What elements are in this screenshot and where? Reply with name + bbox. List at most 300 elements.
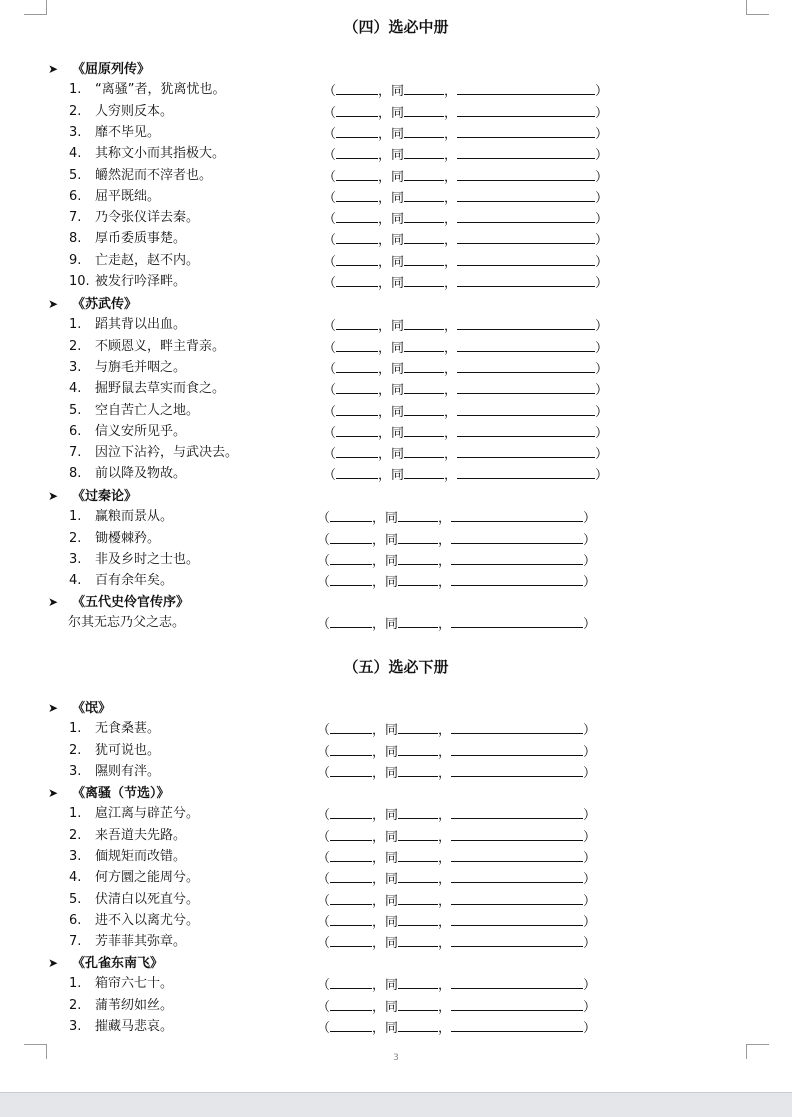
answer-blank-same[interactable] — [404, 337, 444, 352]
same-as-label: ，同 — [378, 84, 405, 100]
same-as-label: ，同 — [372, 999, 399, 1015]
section-title-text: 《过秦论》 — [72, 489, 138, 504]
same-as-label: ，同 — [372, 893, 399, 909]
section-title-text: 《氓》 — [72, 701, 112, 716]
answer-blank-same[interactable] — [398, 911, 438, 926]
same-as-label: ，同 — [378, 468, 405, 484]
answer-blank-char[interactable] — [336, 251, 378, 266]
comma-sep: ， — [444, 233, 458, 249]
answer-blank-meaning[interactable] — [451, 804, 583, 819]
answer-blank-char[interactable] — [336, 166, 378, 181]
item-sentence: 伏清白以死直兮。 — [95, 891, 200, 907]
answer-blank-char[interactable] — [330, 932, 372, 947]
answer-blank-same[interactable] — [398, 1017, 438, 1032]
comma-sep: ， — [444, 468, 458, 484]
answer-blank-same[interactable] — [404, 464, 444, 479]
list-item — [0, 890, 792, 910]
answer-blank-meaning[interactable] — [451, 571, 583, 586]
answer-blank-char[interactable] — [336, 422, 378, 437]
crop-mark-top-right — [746, 0, 769, 15]
answer-blanks — [323, 358, 608, 380]
answer-blank-char[interactable] — [336, 144, 378, 159]
answer-blank-meaning[interactable] — [457, 123, 595, 138]
answer-blank-same[interactable] — [404, 358, 444, 373]
answer-blank-meaning[interactable] — [457, 144, 595, 159]
list-item — [0, 315, 792, 335]
answer-blank-same[interactable] — [398, 974, 438, 989]
answer-blanks — [323, 443, 608, 465]
item-number: 2. — [69, 742, 82, 758]
paren-close: ） — [595, 276, 609, 291]
paren-open: （ — [317, 575, 331, 591]
answer-blank-char[interactable] — [336, 187, 378, 202]
answer-blank-meaning[interactable] — [451, 847, 583, 862]
bullet-arrow-icon: ➤ — [48, 956, 59, 970]
answer-blank-char[interactable] — [336, 337, 378, 352]
section-title-3 — [48, 592, 189, 612]
paren-open: （ — [323, 254, 337, 270]
answer-blank-char[interactable] — [330, 741, 372, 756]
bullet-arrow-icon: ➤ — [48, 62, 59, 76]
paren-close: ） — [595, 212, 609, 228]
answer-blank-meaning[interactable] — [457, 315, 595, 330]
item-number: 4. — [69, 870, 82, 886]
comma-sep: ， — [438, 553, 452, 569]
answer-blanks — [317, 996, 596, 1018]
answer-blank-meaning[interactable] — [451, 911, 583, 926]
answer-blank-same[interactable] — [398, 762, 438, 777]
answer-blank-char[interactable] — [330, 996, 372, 1011]
answer-blank-char[interactable] — [330, 974, 372, 989]
paren-close: ） — [583, 914, 597, 930]
answer-blank-meaning[interactable] — [457, 337, 595, 352]
same-as-label: ，同 — [378, 276, 405, 291]
answer-blank-char[interactable] — [330, 890, 372, 905]
answer-blank-same[interactable] — [398, 613, 438, 628]
list-item — [0, 826, 792, 846]
answer-blanks — [317, 974, 596, 996]
answer-blank-meaning[interactable] — [457, 208, 595, 223]
answer-blank-same[interactable] — [398, 741, 438, 756]
answer-blank-char[interactable] — [336, 208, 378, 223]
answer-blank-meaning[interactable] — [451, 741, 583, 756]
comma-sep: ， — [438, 511, 452, 527]
list-item — [0, 379, 792, 399]
same-as-label: ，同 — [378, 361, 405, 377]
comma-sep: ， — [438, 617, 452, 633]
answer-blank-same[interactable] — [398, 529, 438, 544]
list-item — [0, 187, 792, 207]
answer-blank-char[interactable] — [330, 911, 372, 926]
list-item — [0, 847, 792, 867]
same-as-label: ，同 — [378, 425, 405, 441]
answer-blank-meaning[interactable] — [457, 379, 595, 394]
page-number: 3 — [393, 1053, 399, 1063]
item-sentence: 无食桑葚。 — [95, 721, 161, 737]
paren-open: （ — [317, 978, 331, 994]
answer-blanks — [323, 337, 608, 359]
answer-blank-same[interactable] — [398, 826, 438, 841]
paren-close: ） — [595, 361, 609, 377]
same-as-label: ，同 — [372, 829, 399, 845]
item-sentence: 不顾恩义，畔主背亲。 — [95, 338, 226, 354]
answer-blank-same[interactable] — [398, 847, 438, 862]
list-item — [0, 911, 792, 931]
answer-blank-meaning[interactable] — [457, 422, 595, 437]
same-as-label: ，同 — [372, 723, 399, 739]
paren-open: （ — [317, 999, 331, 1015]
paren-close: ） — [583, 553, 597, 569]
paren-open: （ — [317, 723, 331, 739]
list-item — [0, 974, 792, 994]
comma-sep: ， — [444, 361, 458, 377]
answer-blank-same[interactable] — [398, 571, 438, 586]
same-as-label: ，同 — [372, 553, 399, 569]
item-sentence: 其称文小而其指极大。 — [95, 146, 226, 162]
answer-blank-char[interactable] — [336, 315, 378, 330]
section-title-2 — [48, 486, 137, 506]
answer-blank-char[interactable] — [336, 401, 378, 416]
answer-blank-char[interactable] — [330, 868, 372, 883]
paren-open: （ — [323, 319, 337, 335]
paren-open: （ — [317, 808, 331, 824]
paren-close: ） — [595, 190, 609, 206]
answer-blank-same[interactable] — [404, 229, 444, 244]
answer-blank-same[interactable] — [398, 890, 438, 905]
list-item — [0, 208, 792, 228]
answer-blank-char[interactable] — [330, 613, 372, 628]
answer-blanks — [317, 868, 596, 890]
item-sentence: 犹可说也。 — [95, 742, 161, 758]
same-as-label: ，同 — [372, 511, 399, 527]
answer-blank-same[interactable] — [398, 507, 438, 522]
list-item — [0, 251, 792, 271]
paren-open: （ — [317, 744, 331, 760]
list-item — [0, 358, 792, 378]
answer-blank-meaning[interactable] — [451, 826, 583, 841]
answer-blank-char[interactable] — [330, 719, 372, 734]
comma-sep: ， — [444, 447, 458, 463]
answer-blank-same[interactable] — [404, 251, 444, 266]
item-sentence: 尔其无忘乃父之志。 — [68, 615, 186, 631]
list-item — [0, 401, 792, 421]
paren-open: （ — [317, 553, 331, 569]
comma-sep: ， — [444, 169, 458, 185]
answer-blank-meaning[interactable] — [457, 272, 595, 287]
paren-close: ） — [595, 383, 609, 399]
same-as-label: ，同 — [372, 936, 399, 952]
answer-blank-same[interactable] — [398, 996, 438, 1011]
answer-blank-char[interactable] — [330, 826, 372, 841]
answer-blanks — [323, 144, 608, 166]
item-sentence: 赢粮而景从。 — [95, 509, 174, 525]
answer-blank-same[interactable] — [404, 80, 444, 95]
comma-sep: ， — [438, 808, 452, 824]
answer-blanks — [317, 507, 596, 529]
paren-close: ） — [595, 254, 609, 270]
list-item — [0, 166, 792, 186]
section-title-text: 《离骚（节选）》 — [72, 786, 170, 801]
comma-sep: ， — [444, 425, 458, 441]
list-item — [0, 507, 792, 527]
answer-blank-char[interactable] — [336, 464, 378, 479]
item-sentence: 偭规矩而改错。 — [95, 848, 187, 864]
answer-blank-same[interactable] — [404, 187, 444, 202]
same-as-label: ，同 — [372, 978, 399, 994]
item-sentence: 摧藏马悲哀。 — [95, 1018, 174, 1034]
answer-blanks — [317, 826, 596, 848]
answer-blank-same[interactable] — [404, 443, 444, 458]
paren-open: （ — [317, 511, 331, 527]
section-title-4 — [48, 698, 111, 718]
answer-blank-same[interactable] — [404, 208, 444, 223]
answer-blank-meaning[interactable] — [457, 251, 595, 266]
answer-blank-same[interactable] — [404, 379, 444, 394]
paren-open: （ — [323, 212, 337, 228]
answer-blank-meaning[interactable] — [451, 529, 583, 544]
answer-blank-meaning[interactable] — [451, 550, 583, 565]
answer-blank-meaning[interactable] — [451, 890, 583, 905]
answer-blank-same[interactable] — [404, 123, 444, 138]
paren-close: ） — [583, 575, 597, 591]
comma-sep: ， — [438, 723, 452, 739]
paren-close: ） — [583, 744, 597, 760]
bullet-arrow-icon: ➤ — [48, 786, 59, 800]
paren-open: （ — [323, 447, 337, 463]
paren-open: （ — [317, 765, 331, 781]
item-sentence: “离骚”者，犹离忧也。 — [95, 82, 226, 98]
answer-blanks — [323, 379, 608, 401]
answer-blank-char[interactable] — [336, 123, 378, 138]
comma-sep: ， — [438, 765, 452, 781]
same-as-label: ，同 — [372, 850, 399, 866]
item-number: 7. — [69, 934, 82, 950]
answer-blank-meaning[interactable] — [451, 932, 583, 947]
paren-open: （ — [317, 914, 331, 930]
same-as-label: ，同 — [378, 212, 405, 228]
section-title-0 — [48, 59, 150, 79]
same-as-label: ，同 — [378, 447, 405, 463]
answer-blank-meaning[interactable] — [451, 762, 583, 777]
answer-blank-char[interactable] — [330, 847, 372, 862]
item-number: 5. — [69, 167, 82, 183]
item-sentence: 非及乡时之士也。 — [95, 551, 200, 567]
comma-sep: ， — [438, 532, 452, 548]
item-sentence: 信义安所见乎。 — [95, 423, 187, 439]
answer-blank-same[interactable] — [404, 315, 444, 330]
item-number: 1. — [69, 806, 82, 822]
paren-close: ） — [595, 169, 609, 185]
answer-blank-same[interactable] — [404, 401, 444, 416]
comma-sep: ， — [444, 212, 458, 228]
item-number: 2. — [69, 530, 82, 546]
item-sentence: 皭然泥而不滓者也。 — [95, 167, 213, 183]
comma-sep: ， — [438, 936, 452, 952]
answer-blank-meaning[interactable] — [451, 868, 583, 883]
answer-blank-char[interactable] — [336, 358, 378, 373]
paren-open: （ — [317, 850, 331, 866]
item-number: 2. — [69, 103, 82, 119]
item-number: 8. — [69, 466, 82, 482]
section-title-text: 《五代史伶官传序》 — [72, 595, 190, 610]
same-as-label: ，同 — [378, 340, 405, 356]
answer-blanks — [323, 272, 608, 294]
list-item — [0, 337, 792, 357]
paren-close: ） — [595, 319, 609, 335]
paren-close: ） — [583, 511, 597, 527]
answer-blank-char[interactable] — [330, 507, 372, 522]
paren-open: （ — [323, 425, 337, 441]
comma-sep: ， — [444, 340, 458, 356]
item-number: 10. — [69, 274, 90, 289]
answer-blank-meaning[interactable] — [457, 464, 595, 479]
list-item — [0, 550, 792, 570]
item-number: 3. — [69, 763, 82, 779]
same-as-label: ，同 — [378, 148, 405, 164]
answer-blank-meaning[interactable] — [457, 187, 595, 202]
answer-blank-char[interactable] — [336, 379, 378, 394]
list-item — [0, 741, 792, 761]
answer-blank-char[interactable] — [330, 571, 372, 586]
comma-sep: ， — [438, 999, 452, 1015]
list-item — [0, 144, 792, 164]
paren-open: （ — [317, 829, 331, 845]
paren-close: ） — [583, 532, 597, 548]
answer-blank-char[interactable] — [336, 272, 378, 287]
paren-open: （ — [317, 532, 331, 548]
answer-blanks — [317, 1017, 596, 1039]
item-sentence: 百有余年矣。 — [95, 573, 174, 589]
answer-blank-meaning[interactable] — [457, 358, 595, 373]
same-as-label: ，同 — [372, 914, 399, 930]
comma-sep: ， — [444, 105, 458, 121]
paren-open: （ — [323, 468, 337, 484]
answer-blank-meaning[interactable] — [457, 401, 595, 416]
answer-blank-meaning[interactable] — [451, 613, 583, 628]
answer-blanks — [317, 911, 596, 933]
same-as-label: ，同 — [378, 383, 405, 399]
paren-open: （ — [317, 1020, 331, 1036]
answer-blank-char[interactable] — [330, 804, 372, 819]
answer-blank-meaning[interactable] — [457, 102, 595, 117]
answer-blank-meaning[interactable] — [457, 80, 595, 95]
answer-blank-same[interactable] — [398, 804, 438, 819]
answer-blank-char[interactable] — [330, 529, 372, 544]
comma-sep: ， — [444, 276, 458, 291]
paren-close: ） — [595, 340, 609, 356]
item-number: 7. — [69, 210, 82, 226]
paren-open: （ — [323, 340, 337, 356]
answer-blank-char[interactable] — [336, 102, 378, 117]
answer-blank-meaning[interactable] — [451, 996, 583, 1011]
item-sentence: 亡走赵，赵不内。 — [95, 252, 200, 268]
answer-blank-same[interactable] — [404, 166, 444, 181]
answer-blank-meaning[interactable] — [457, 166, 595, 181]
item-sentence: 因泣下沾衿，与武决去。 — [95, 445, 239, 461]
paren-close: ） — [583, 850, 597, 866]
answer-blank-same[interactable] — [398, 868, 438, 883]
answer-blanks — [323, 123, 608, 145]
item-sentence: 蒲苇纫如丝。 — [95, 997, 174, 1013]
list-item — [0, 229, 792, 249]
answer-blank-char[interactable] — [330, 762, 372, 777]
item-number: 1. — [69, 82, 82, 98]
item-sentence: 屈平既绌。 — [95, 188, 161, 204]
answer-blank-same[interactable] — [404, 144, 444, 159]
item-number: 2. — [69, 338, 82, 354]
list-item — [0, 422, 792, 442]
status-bar — [0, 1092, 792, 1117]
paren-close: ） — [583, 765, 597, 781]
list-item — [0, 272, 792, 292]
answer-blank-meaning[interactable] — [457, 229, 595, 244]
answer-blanks — [323, 102, 608, 124]
answer-blanks — [317, 741, 596, 763]
list-item — [0, 464, 792, 484]
comma-sep: ， — [444, 84, 458, 100]
answer-blank-meaning[interactable] — [451, 507, 583, 522]
item-number: 1. — [69, 509, 82, 525]
paren-close: ） — [595, 468, 609, 484]
item-number: 1. — [69, 976, 82, 992]
comma-sep: ， — [444, 254, 458, 270]
paren-close: ） — [595, 425, 609, 441]
item-sentence: 箱帘六七十。 — [95, 976, 174, 992]
list-item — [0, 762, 792, 782]
list-item — [0, 571, 792, 591]
comma-sep: ， — [438, 914, 452, 930]
list-item — [0, 102, 792, 122]
answer-blank-same[interactable] — [404, 422, 444, 437]
item-sentence: 人穷则反本。 — [95, 103, 174, 119]
answer-blank-meaning[interactable] — [451, 719, 583, 734]
answer-blank-char[interactable] — [336, 229, 378, 244]
same-as-label: ，同 — [372, 617, 399, 633]
item-number: 6. — [69, 912, 82, 928]
item-sentence: 蹈其背以出血。 — [95, 317, 187, 333]
same-as-label: ，同 — [378, 126, 405, 142]
list-item — [0, 80, 792, 100]
answer-blank-char[interactable] — [336, 443, 378, 458]
paren-open: （ — [323, 383, 337, 399]
paren-close: ） — [583, 723, 597, 739]
answer-blank-char[interactable] — [330, 1017, 372, 1032]
item-number: 5. — [69, 402, 82, 418]
item-number: 4. — [69, 573, 82, 589]
item-sentence: 扈江离与辟芷兮。 — [95, 806, 200, 822]
comma-sep: ， — [444, 383, 458, 399]
answer-blank-meaning[interactable] — [451, 974, 583, 989]
answer-blank-same[interactable] — [398, 932, 438, 947]
comma-sep: ， — [444, 319, 458, 335]
answer-blanks — [317, 529, 596, 551]
answer-blank-same[interactable] — [398, 719, 438, 734]
answer-blank-char[interactable] — [336, 80, 378, 95]
answer-blank-same[interactable] — [404, 102, 444, 117]
item-sentence: 进不入以离尤兮。 — [95, 912, 200, 928]
answer-blank-meaning[interactable] — [457, 443, 595, 458]
answer-blank-same[interactable] — [398, 550, 438, 565]
comma-sep: ， — [444, 190, 458, 206]
answer-blank-meaning[interactable] — [451, 1017, 583, 1032]
answer-blanks — [323, 251, 608, 273]
answer-blank-char[interactable] — [330, 550, 372, 565]
item-sentence: 锄櫌棘矜。 — [95, 530, 161, 546]
answer-blanks — [317, 847, 596, 869]
item-number: 6. — [69, 423, 82, 439]
paren-close: ） — [595, 447, 609, 463]
answer-blank-same[interactable] — [404, 272, 444, 287]
